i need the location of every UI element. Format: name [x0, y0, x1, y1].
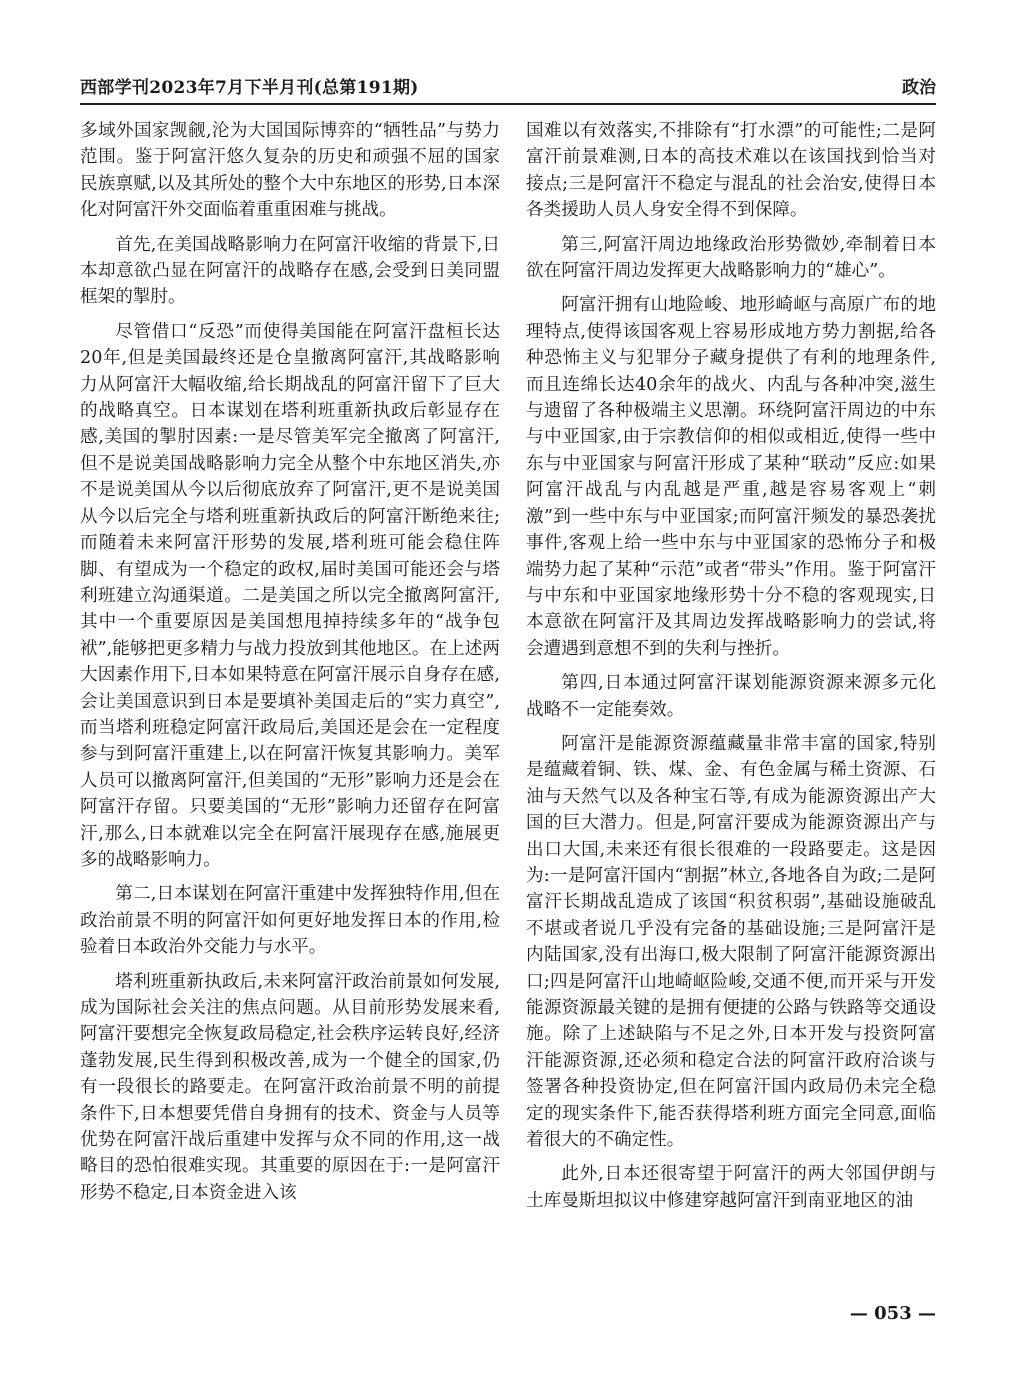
journal-title: 西部学刊2023年7月下半月刊(总第191期) [80, 78, 419, 98]
paragraph: 多域外国家觊觎,沦为大国国际博弈的“牺牲品”与势力范围。鉴于阿富汗悠久复杂的历史和顽强不屈的国家民族禀赋,以及其所处的整个大中东地区的形势,日本深化对阿富汗外交面临着重重困难与挑战。 [80, 121, 500, 221]
paragraph: 尽管借口“反恐”而使得美国能在阿富汗盘桓长达20年,但是美国最终还是仓皇撤离阿富汗,其战略影响力从阿富汗大幅收缩,给长期战乱的阿富汗留下了巨大的战略真空。日本谋划在塔利班重新执政后彰显存在感,美国的掣肘因素:一是尽管美军完全撤离了阿富汗,但不是说美国战略影响力完全从整个中东地区消失,亦不是说美国从今以后彻底放弃了阿富汗,更不是说美国从今以后完全与塔利班重新执政后的阿富汗断绝来往;而随着未来阿富汗形势的发展,塔利班可能会稳住阵脚、有望成为一个稳定的政权,届时美国可能还会与塔利班建立沟通渠道。二是美国之所以完全撤离阿富汗,其中一个重要原因是美国想甩掉持续多年的“战争包袱”,能够把更多精力与战力投放到其他地区。在上述两大因素作用下,日本如果特意在阿富汗展示自身存在感,会让美国意识到日本是要填补美国走后的“实力真空”,而当塔利班稳定阿富汗政局后,美国还是会在一定程度参与到阿富汗重建上,以在阿富汗恢复其影响力。美军人员可以撤离阿富汗,但美国的“无形”影响力还是会在阿富汗存留。只要美国的“无形”影响力还留存在阿富汗,那么,日本就难以完全在阿富汗展现存在感,施展更多的战略影响力。 [80, 321, 500, 870]
page-number: — 053 — [849, 1303, 936, 1324]
paragraph: 首先,在美国战略影响力在阿富汗收缩的背景下,日本却意欲凸显在阿富汗的战略存在感,会受到日美同盟框架的掣肘。 [80, 234, 500, 308]
paragraph: 第二,日本谋划在阿富汗重建中发挥独特作用,但在政治前景不明的阿富汗如何更好地发挥日本的作用,检验着日本政治外交能力与水平。 [80, 884, 500, 958]
right-column [526, 118, 936, 1222]
paragraph: 阿富汗是能源资源蕴藏量非常丰富的国家,特别是蕴藏着铜、铁、煤、金、有色金属与稀土资源、石油与天然气以及各种宝石等,有成为能源资源出产大国的巨大潜力。但是,阿富汗要成为能源资源出产与出口大国,未来还有很长很难的一段路要走。这是因为:一是阿富汗国内“割据”林立,各地各自为政;二是阿富汗长期战乱造成了该国“积贫积弱”,基础设施破乱不堪或者说几乎没有完备的基础设施;三是阿富汗是内陆国家,没有出海口,极大限制了阿富汗能源资源出口;四是阿富汗山地崎岖险峻,交通不便,而开采与开发能源资源最关键的是拥有便捷的公路与铁路等交通设施。除了上述缺陷与不足之外,日本开发与投资阿富汗能源资源,还必须和稳定合法的阿富汗政府洽谈与签署各种投资协定,但在阿富汗国内政局仍未完全稳定的现实条件下,能否获得塔利班方面完全同意,面临着很大的不确定性。 [526, 733, 936, 1151]
paragraph: 塔利班重新执政后,未来阿富汗政治前景如何发展,成为国际社会关注的焦点问题。从目前形势发展来看,阿富汗要想完全恢复政局稳定,社会秩序运转良好,经济蓬勃发展,民生得到积极改善,成为一个健全的国家,仍有一段很长的路要走。在阿富汗政治前景不明的前提条件下,日本想要凭借自身拥有的技术、资金与人员等优势在阿富汗战后重建中发挥与众不同的作用,这一战略目的恐怕很难实现。其重要的原因在于:一是阿富汗形势不稳定,日本资金进入该 [80, 971, 500, 1203]
paragraph: 阿富汗拥有山地险峻、地形崎岖与高原广布的地理特点,使得该国客观上容易形成地方势力割据,给各种恐怖主义与犯罪分子藏身提供了有利的地理条件,而且连绵长达40余年的战火、内乱与各种冲突,滋生与遗留了各种极端主义思潮。环绕阿富汗周边的中东与中亚国家,由于宗教信仰的相似或相近,使得一些中东与中亚国家与阿富汗形成了某种“联动”反应:如果阿富汗战乱与内乱越是严重,越是容易客观上“刺激”到一些中东与中亚国家;而阿富汗频发的暴恐袭扰事件,客观上给一些中东与中亚国家的恐怖分子和极端势力起了某种“示范”或者“带头”作用。鉴于阿富汗与中东和中亚国家地缘形势十分不稳的客观现实,日本意欲在阿富汗及其周边发挥战略影响力的尝试,将会遭遇到意想不到的失利与挫折。 [526, 295, 936, 659]
left-column [80, 118, 500, 1214]
running-header [80, 73, 936, 105]
paragraph: 第四,日本通过阿富汗谋划能源资源来源多元化战略不一定能奏效。 [526, 673, 936, 720]
paragraph: 此外,日本还很寄望于阿富汗的两大邻国伊朗与土库曼斯坦拟议中修建穿越阿富汗到南亚地区的油 [526, 1164, 936, 1211]
paragraph: 第三,阿富汗周边地缘政治形势微妙,牵制着日本欲在阿富汗周边发挥更大战略影响力的“雄心”。 [526, 234, 936, 282]
paragraph: 国难以有效落实,不排除有“打水漂”的可能性;二是阿富汗前景难测,日本的高技术难以在该国找到恰当对接点;三是阿富汗不稳定与混乱的社会治安,使得日本各类援助人员人身安全得不到保障。 [526, 121, 936, 221]
section-label: 政治 [902, 78, 936, 98]
